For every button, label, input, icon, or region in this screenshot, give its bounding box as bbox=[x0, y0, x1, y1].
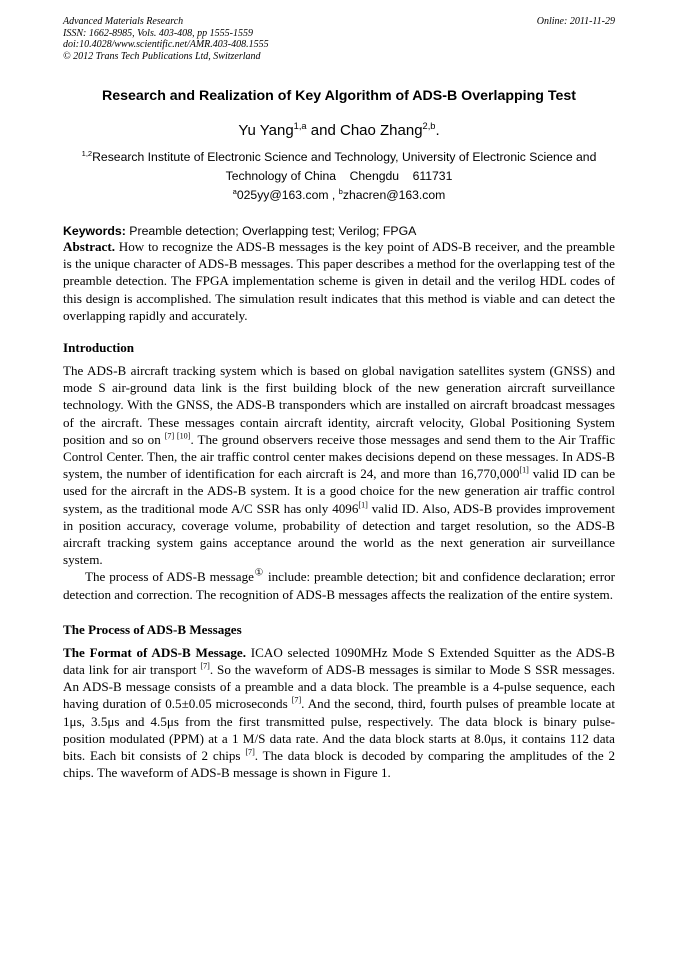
author-affiliation-mark: 2,b bbox=[422, 121, 436, 131]
citation: [7] bbox=[200, 661, 210, 671]
keywords bbox=[63, 224, 615, 238]
journal-header bbox=[63, 16, 615, 62]
email-mark: b bbox=[338, 186, 343, 196]
paragraph-text: The process of ADS-B message bbox=[85, 569, 254, 585]
author-name: Chao Zhang bbox=[339, 122, 423, 139]
author-line bbox=[63, 122, 615, 139]
citation: [1] bbox=[519, 465, 529, 475]
citation: [7] bbox=[291, 696, 302, 706]
online-date: Online: 2011-11-29 bbox=[536, 16, 615, 27]
paragraph-text: . The ground observers receive those messages and send them to the Air Traffic Control Center. Then, the air traffic control center makes decisions depend on these messages. In ADS-B system, the number of identification for each aircraft is 24, and more than 16,770,000 bbox=[63, 431, 616, 482]
paragraph-text: . The data block is decoded by comparing the amplitudes of the 2 chips. The waveform of ADS-B message is shown in Figure 1. bbox=[63, 748, 615, 781]
email-mark: a bbox=[232, 186, 237, 196]
author-separator: and bbox=[306, 122, 340, 139]
section-heading-process: The Process of ADS-B Messages bbox=[63, 621, 242, 637]
subsection-label: The Format of ADS-B Message. bbox=[63, 644, 247, 660]
issn-line: ISSN: 1662-8985, Vols. 403-408, pp 1555-1559 bbox=[63, 27, 253, 39]
process-paragraph bbox=[63, 644, 615, 782]
author-name: Yu Yang bbox=[238, 122, 294, 139]
keywords-text: Preamble detection; Overlapping test; Verilog; FPGA bbox=[125, 224, 417, 238]
section-heading-introduction: Introduction bbox=[63, 340, 135, 356]
paragraph-text: . So the waveform of ADS-B messages is similar to Mode S SSR messages. An ADS-B message consists of a preamble and a data block. The preamble is a 4-pulse sequence, each having duration of 0.5±0.05 microseconds bbox=[63, 662, 616, 712]
citation: [7] bbox=[245, 747, 255, 757]
affiliation-block bbox=[63, 148, 615, 205]
doi-line: doi:10.4028/www.scientific.net/AMR.403-408.1555 bbox=[63, 39, 269, 50]
paragraph-text: . And the second, third, fourth pulses of preamble locate at 1μs, 3.5μs and 4.5μs from the first transmitted pulse, respectively. The data block is binary pulse-position modulated (PPM) at a 1 M/S data rate. And the data block starts at 8.0μs, it contains 112 data bits. Each bit consists of 2 chips bbox=[63, 696, 616, 764]
paper-title: Research and Realization of Key Algorithm of ADS-B Overlapping Test bbox=[101, 88, 577, 104]
email-address: 025yy@163.com , bbox=[236, 188, 339, 202]
intro-paragraph bbox=[63, 568, 615, 602]
paragraph-text: valid ID. Also, ADS-B provides improvement in position accuracy, coverage volume, probability of detection and target resolution, so the ADS-B aircraft tracking system gains acceptance around the world as the next generation air surveillance system. bbox=[63, 500, 615, 568]
abstract bbox=[63, 238, 615, 324]
keywords-label: Keywords: bbox=[63, 224, 126, 238]
intro-paragraph bbox=[63, 362, 615, 568]
citation: [1] bbox=[358, 500, 368, 510]
affiliation-line: Technology of China Chengdu 611731 bbox=[225, 169, 453, 183]
journal-name: Advanced Materials Research bbox=[63, 16, 184, 27]
affiliation-text: Research Institute of Electronic Science and Technology, University of Electronic Science and bbox=[92, 150, 597, 164]
abstract-label: Abstract. bbox=[63, 239, 115, 254]
paragraph-text: include: preamble detection; bit and confidence declaration; error detection and correction. The recognition of ADS-B messages affects the realization of the entire system. bbox=[63, 569, 615, 602]
paper-page bbox=[63, 16, 615, 781]
author-affiliation-mark: 1,a bbox=[293, 121, 307, 131]
abstract-text: How to recognize the ADS-B messages is the key point of ADS-B receiver, and the preamble is the unique character of ADS-B messages. This paper describes a method for the overlapping test of the preamble detection. The FPGA implementation scheme is given in detail and the verilog HDL codes of this design is accomplished. The simulation result indicates that this method is viable and can detect the overlapping rapidly and accurately. bbox=[63, 239, 615, 323]
affiliation-line bbox=[63, 148, 615, 167]
footnote-mark: ① bbox=[253, 568, 265, 580]
author-line-end: . bbox=[435, 122, 440, 139]
citation: [7] [10] bbox=[164, 431, 191, 441]
paragraph-text: The ADS-B aircraft tracking system which is based on global navigation satellites system (GNSS) and mode S air-ground data link is the first building block of the new generation aircraft surveillance technology. With the GNSS, the ADS-B transponders which are installed on aircraft broadcast messages of the aircraft. These messages contain aircraft identity, aircraft velocity, Global Positioning System position and so on bbox=[63, 363, 615, 447]
affiliation-mark: 1,2 bbox=[81, 148, 93, 158]
email-address: zhacren@163.com bbox=[342, 188, 446, 202]
paragraph-text: valid ID can be used for the aircraft in the ADS-B system. It is a good choice for the new generation air traffic control system, as the traditional mode A/C SSR has only 4096 bbox=[63, 466, 615, 516]
email-line bbox=[63, 186, 615, 205]
paragraph-text: ICAO selected 1090MHz Mode S Extended Squitter as the ADS-B data link for air transport bbox=[63, 644, 615, 678]
copyright-line: © 2012 Trans Tech Publications Ltd, Switzerland bbox=[63, 50, 261, 62]
